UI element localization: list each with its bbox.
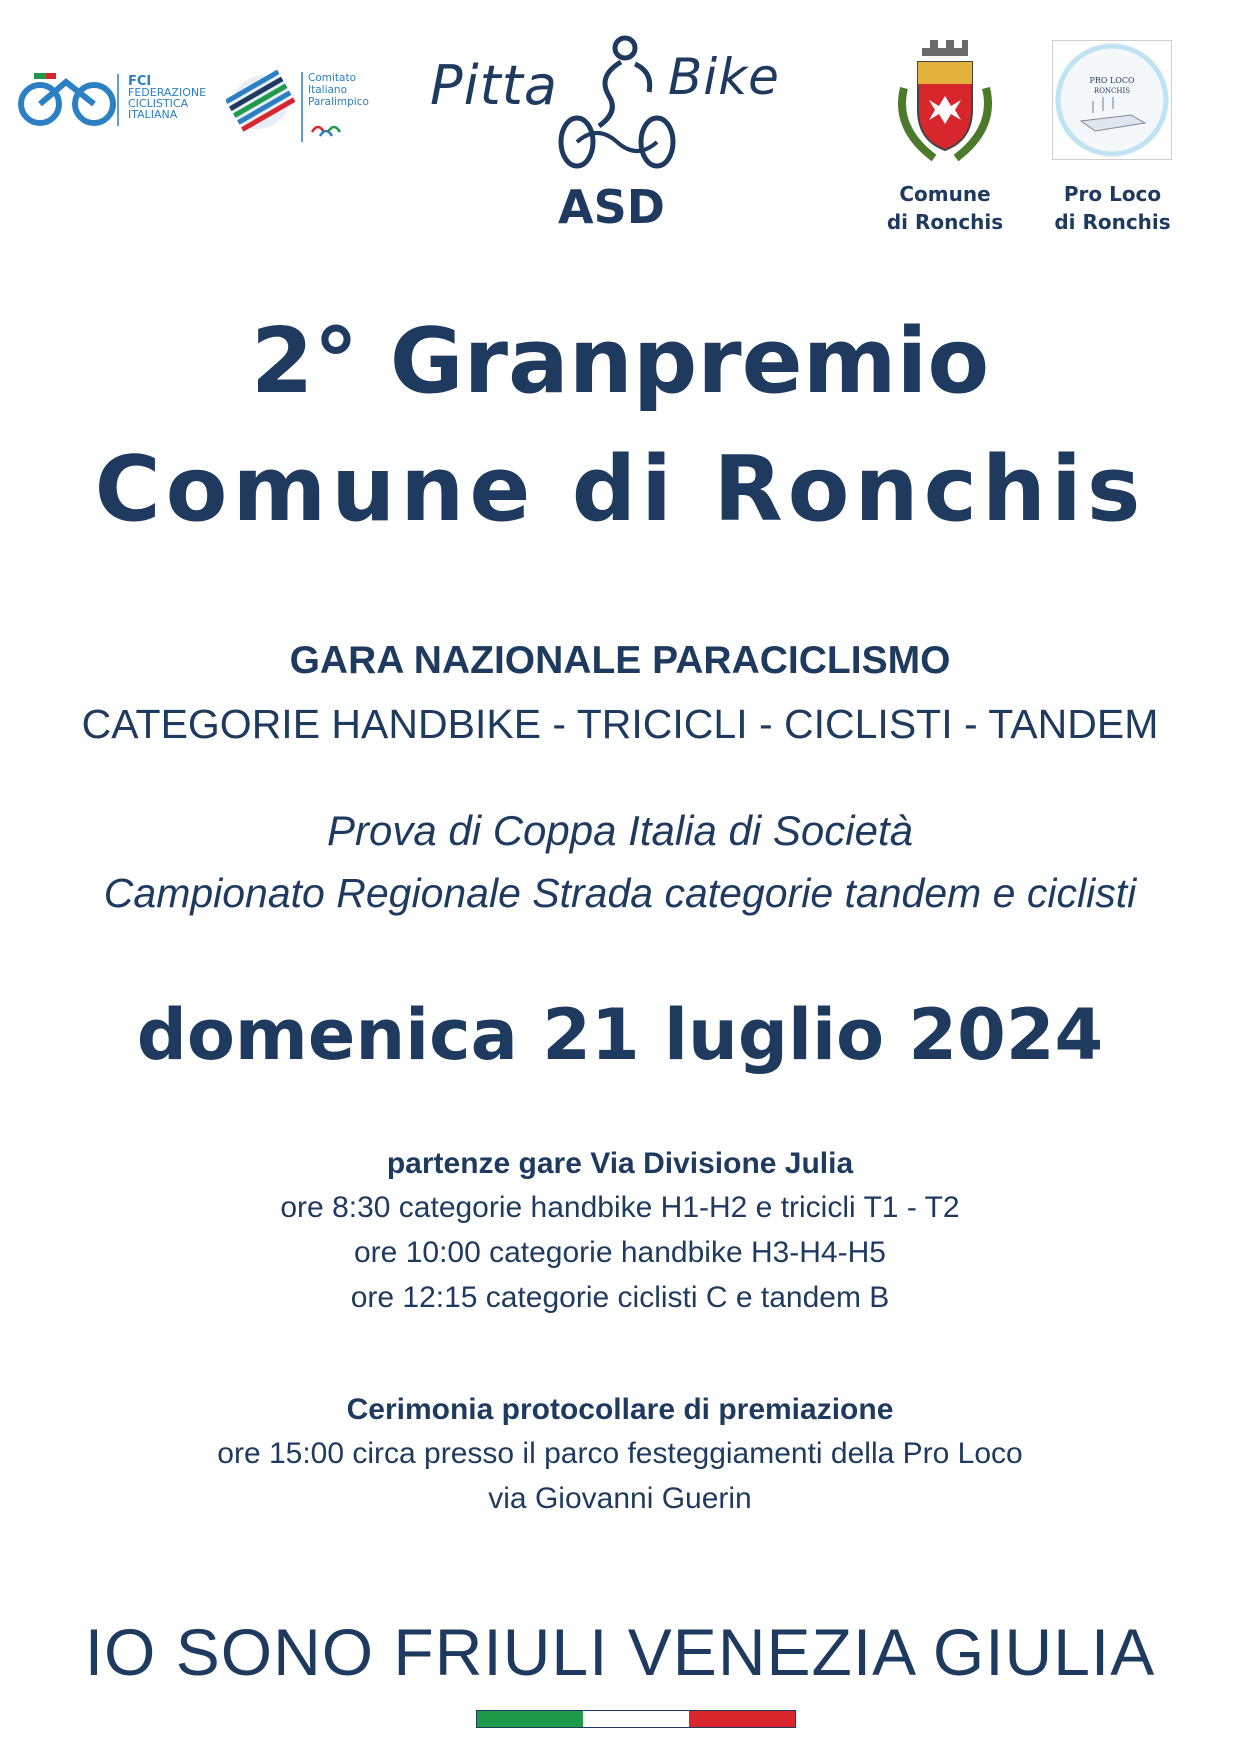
coat-of-arms-icon <box>890 38 1000 168</box>
categories-line: CATEGORIE HANDBIKE - TRICICLI - CICLISTI - TANDEM <box>81 701 1159 747</box>
proloco-logo-text: RONCHIS <box>1093 87 1131 95</box>
proloco-logo-text: PRO LOCO <box>1089 76 1135 85</box>
proloco-caption-line: Pro Loco <box>1063 182 1162 206</box>
fci-bicycle-icon <box>16 68 126 130</box>
fci-line: FEDERAZIONE <box>128 86 207 99</box>
cip-line: Italiano <box>308 84 347 96</box>
ceremony-line: ore 15:00 circa presso il parco festeggiamenti della Pro Loco <box>217 1437 1023 1470</box>
ceremony-address: via Giovanni Guerin <box>488 1482 752 1515</box>
comune-caption-line: Comune <box>899 182 991 206</box>
cip-text <box>308 72 369 108</box>
event-title-line1: 2° Granpremio <box>250 309 990 414</box>
fci-abbrev: FCI <box>128 74 152 89</box>
proloco-caption-line: di Ronchis <box>1054 210 1171 234</box>
event-title-line2: Comune di Ronchis <box>94 437 1146 542</box>
fci-line: ITALIANA <box>128 108 178 121</box>
race-type-heading: GARA NAZIONALE PARACICLISMO <box>289 639 951 682</box>
cip-line: Paralimpico <box>308 96 369 108</box>
comune-caption <box>880 180 1010 236</box>
fci-text <box>128 76 206 120</box>
flag-white <box>583 1711 689 1727</box>
flag-green <box>477 1711 583 1727</box>
event-date: domenica 21 luglio 2024 <box>136 994 1104 1076</box>
cip-line: Comitato <box>308 72 356 84</box>
pittabike-right-word: Bike <box>668 48 780 106</box>
proloco-badge-icon <box>1053 41 1171 159</box>
comune-crest <box>890 38 1000 168</box>
comune-caption-line: di Ronchis <box>886 210 1004 234</box>
schedule-item: ore 10:00 categorie handbike H3-H4-H5 <box>354 1236 886 1269</box>
campionato-line: Campionato Regionale Strada categorie tandem e ciclisti <box>103 870 1137 916</box>
ceremony-heading: Cerimonia protocollare di premiazione <box>346 1393 894 1426</box>
schedule-item: ore 8:30 categorie handbike H1-H2 e tricicli T1 - T2 <box>280 1191 960 1224</box>
proloco-logo <box>1052 40 1172 160</box>
italian-flag-bar <box>476 1710 796 1728</box>
schedule-item: ore 12:15 categorie ciclisti C e tandem B <box>350 1281 890 1314</box>
fci-line: CICLISTICA <box>128 97 189 110</box>
coppa-italia-line: Prova di Coppa Italia di Società <box>326 807 913 854</box>
flag-red <box>689 1711 795 1727</box>
pittabike-left-word: Pitta <box>430 54 559 117</box>
slogan: IO SONO FRIULI VENEZIA GIULIA <box>84 1615 1156 1689</box>
pittabike-asd: ASD <box>558 180 665 234</box>
starts-heading: partenze gare Via Divisione Julia <box>386 1147 854 1180</box>
proloco-caption <box>1045 180 1180 236</box>
